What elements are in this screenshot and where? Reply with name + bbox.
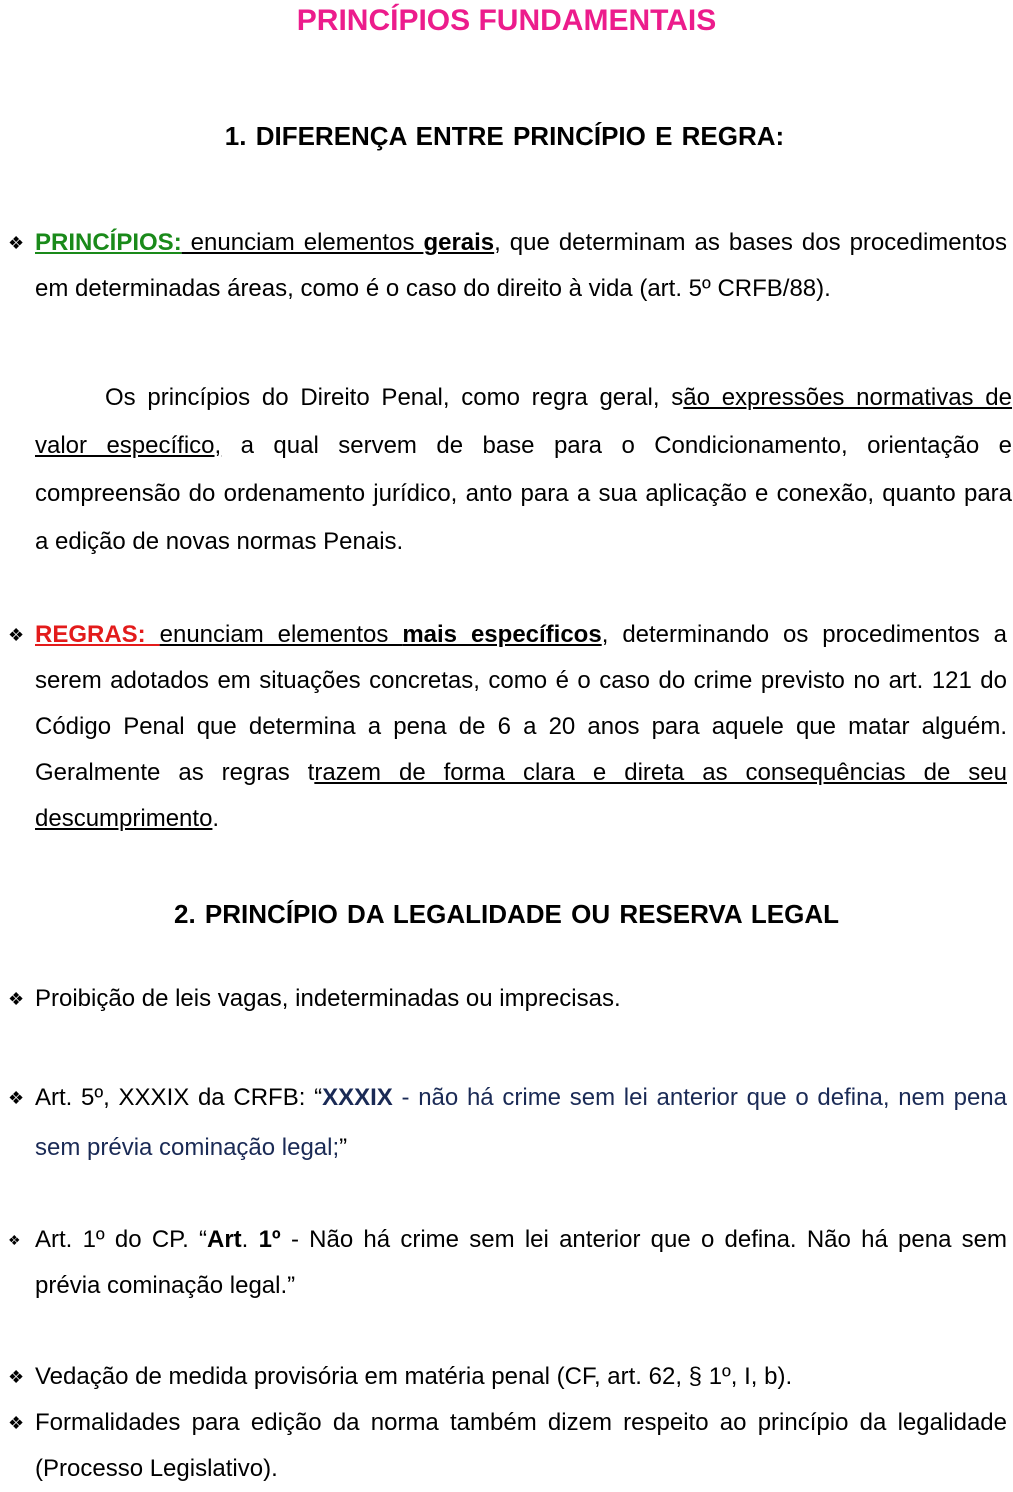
principios-bold-term: gerais [423, 229, 495, 256]
section-1-heading: 1. DIFERENÇA ENTRE PRINCÍPIO E REGRA: [224, 121, 785, 151]
diamond-bullet-icon: ❖ [8, 1413, 25, 1433]
diamond-bullet-icon: ❖ [8, 625, 25, 645]
bullet-formalidades [6, 1400, 1007, 1492]
bullet-cp [6, 1217, 1007, 1309]
section-2-heading: 2. PRINCÍPIO DA LEGALIDADE OU RESERVA LEGAL [174, 899, 839, 929]
paragraph-underlined: ão expressões normativas de valor específico, [35, 384, 1013, 459]
crfb-bold: XXXIX [322, 1084, 393, 1111]
document-title: PRINCÍPIOS FUNDAMENTAIS [296, 4, 717, 37]
diamond-bullet-icon: ❖ [8, 1232, 21, 1248]
diamond-bullet-icon: ❖ [8, 1367, 25, 1387]
regras-bold-term: mais específicos [402, 621, 602, 648]
leis-vagas-text: Proibição de leis vagas, indeterminadas ou imprecisas. [35, 985, 621, 1012]
paragraph-text-a: Os princípios do Direito Penal, como regra geral, s [105, 384, 684, 411]
paragraph-text-b: a qual servem de base para o Condicionamento, orientação e compreensão do ordenamento jurídico, anto para a sua aplicação e conexão, quanto para a edição de novas normas Penais. [35, 432, 1012, 555]
diamond-bullet-icon: ❖ [8, 233, 25, 253]
bullet-leis-vagas [6, 976, 1007, 1022]
diamond-bullet-icon: ❖ [8, 989, 25, 1009]
cp-text: - Não há crime sem lei anterior que o defina. Não há pena sem prévia cominação legal.” [35, 1226, 1007, 1299]
diamond-bullet-icon: ❖ [8, 1088, 25, 1108]
cp-dot: . [241, 1226, 259, 1253]
crfb-suffix: ” [339, 1134, 348, 1161]
cp-bold-a: Art [207, 1226, 242, 1253]
crfb-prefix: Art. 5º, XXXIX da CRFB: “ [35, 1084, 323, 1111]
cp-bold-b: 1º [258, 1226, 281, 1253]
cp-prefix: Art. 1º do CP. “ [35, 1226, 207, 1253]
bullet-crfb [6, 1073, 1007, 1173]
regras-text-c: . [212, 805, 220, 832]
principios-label: PRINCÍPIOS: [35, 229, 182, 256]
regras-text-a: enunciam elementos [159, 621, 403, 648]
crfb-text: - não há crime sem lei anterior que o defina, nem pena sem prévia cominação legal; [35, 1084, 1007, 1161]
regras-underlined: razem de forma clara e direta as consequências de seu descumprimento [35, 759, 1007, 832]
formalidades-text: Formalidades para edição da norma também dizem respeito ao princípio da legalidade (Processo Legislativo). [35, 1409, 1007, 1482]
regras-label: REGRAS: [35, 621, 160, 648]
bullet-regras [6, 612, 1007, 842]
principios-text-b: , que determinam as bases dos procedimentos em determinadas áreas, como é o caso do direito à vida (art. 5º CRFB/88). [35, 229, 1007, 302]
principios-paragraph [35, 374, 1012, 566]
medida-provisoria-text: Vedação de medida provisória em matéria penal (CF, art. 62, § 1º, I, b). [35, 1363, 793, 1390]
principios-text-a: enunciam elementos [181, 229, 424, 256]
bullet-principios [6, 220, 1007, 312]
bullet-medida-provisoria [6, 1354, 1007, 1400]
regras-text-b: , determinando os procedimentos a serem adotados em situações concretas, como é o caso do crime previsto no art. 121 do Código Penal que determina a pena de 6 a 20 anos para aquele que matar alguém. Geralmente as regras t [35, 621, 1008, 786]
